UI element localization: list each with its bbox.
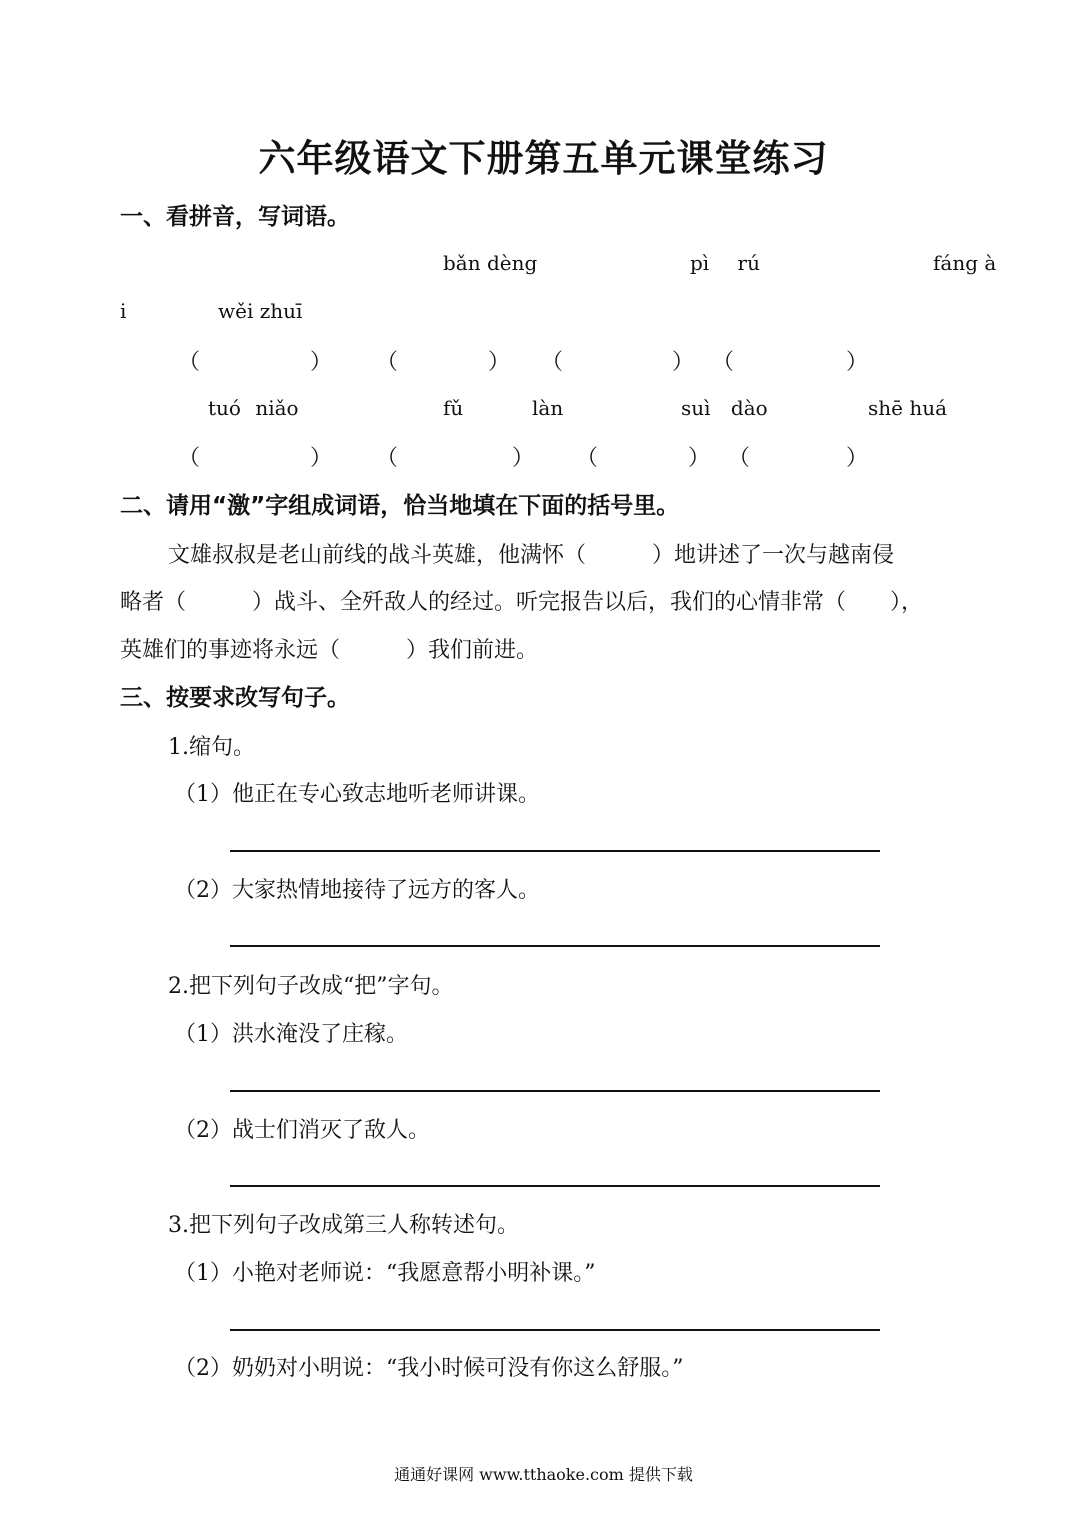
pinyin-tuo-niao: tuó niǎo xyxy=(208,396,299,420)
page-title: 六年级语文下册第五单元课堂练习 xyxy=(258,137,829,180)
answer-paren-close: ） xyxy=(310,446,333,471)
pinyin-ban-deng: bǎn dèng xyxy=(443,251,538,275)
paragraph-line-3: 英雄们的事迹将永远（ ）我们前进。 xyxy=(120,638,539,663)
answer-paren-open: （ xyxy=(376,446,399,471)
section3-heading: 三、按要求改写句子。 xyxy=(120,685,350,711)
answer-line xyxy=(230,945,880,947)
answer-line xyxy=(230,850,880,852)
answer-paren-open: （ xyxy=(376,350,399,375)
pinyin-wei-zhui: wěi zhuī xyxy=(218,299,303,323)
section2-heading: 二、请用“激”字组成词语，恰当地填在下面的括号里。 xyxy=(120,493,680,519)
answer-paren-close: ） xyxy=(310,350,333,375)
answer-line xyxy=(230,1090,880,1092)
pinyin-wrap-i: i xyxy=(120,299,127,323)
answer-paren-close: ） xyxy=(672,350,695,375)
pinyin-she-hua: shē huá xyxy=(868,396,948,420)
question-1-label: 1.缩句。 xyxy=(168,735,255,760)
pinyin-fang-ai: fáng à xyxy=(933,251,997,275)
answer-paren-open: （ xyxy=(541,350,564,375)
question-2-label: 2.把下列句子改成“把”字句。 xyxy=(168,974,454,999)
answer-paren-open: （ xyxy=(178,446,201,471)
answer-paren-close: ） xyxy=(846,350,869,375)
answer-paren-open: （ xyxy=(178,350,201,375)
question-3-label: 3.把下列句子改成第三人称转述句。 xyxy=(168,1213,519,1238)
answer-line xyxy=(230,1329,880,1331)
section1-heading: 一、看拼音，写词语。 xyxy=(120,204,350,230)
answer-paren-close: ） xyxy=(512,446,535,471)
pinyin-lan: làn xyxy=(532,396,564,420)
footer-download-note: 通通好课网 www.tthaoke.com 提供下载 xyxy=(394,1465,693,1484)
question-1-item-1: （1）他正在专心致志地听老师讲课。 xyxy=(174,782,540,807)
question-3-item-1: （1）小艳对老师说：“我愿意帮小明补课。” xyxy=(174,1261,596,1286)
pinyin-pi-ru: pì rú xyxy=(690,251,760,275)
answer-paren-close: ） xyxy=(846,446,869,471)
paragraph-line-1: 文雄叔叔是老山前线的战斗英雄，他满怀（ ）地讲述了一次与越南侵 xyxy=(168,543,895,568)
question-1-item-2: （2）大家热情地接待了远方的客人。 xyxy=(174,878,540,903)
answer-line xyxy=(230,1185,880,1187)
answer-paren-close: ） xyxy=(488,350,511,375)
answer-paren-open: （ xyxy=(712,350,735,375)
question-2-item-2: （2）战士们消灭了敌人。 xyxy=(174,1118,430,1143)
answer-paren-open: （ xyxy=(728,446,751,471)
pinyin-fu: fǔ xyxy=(443,396,464,420)
answer-paren-open: （ xyxy=(576,446,599,471)
question-3-item-2: （2）奶奶对小明说：“我小时候可没有你这么舒服。” xyxy=(174,1356,684,1381)
question-2-item-1: （1）洪水淹没了庄稼。 xyxy=(174,1022,408,1047)
pinyin-sui-dao: suì dào xyxy=(681,396,768,420)
answer-paren-close: ） xyxy=(688,446,711,471)
paragraph-line-2: 略者（ ）战斗、全歼敌人的经过。听完报告以后，我们的心情非常（ ）， xyxy=(120,590,924,615)
